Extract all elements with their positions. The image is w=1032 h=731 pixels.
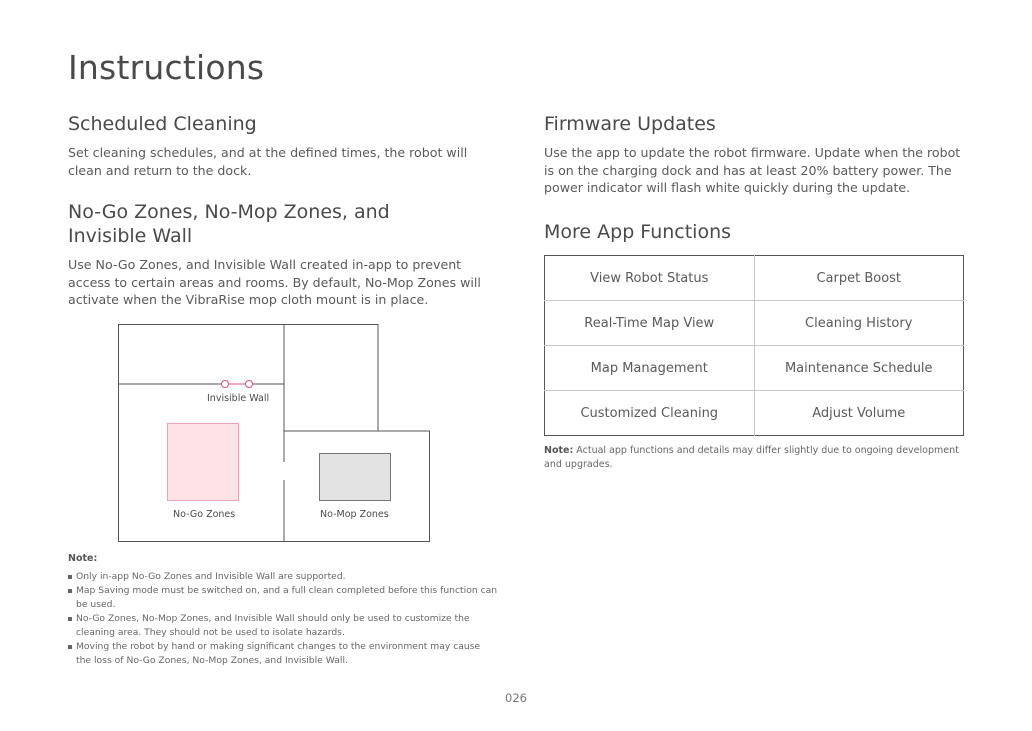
room-wall-top-left <box>119 325 285 385</box>
page-title: Instructions <box>68 48 265 87</box>
zones-notes <box>68 553 498 668</box>
note-item: Only in-app No-Go Zones and Invisible Wall are supported. <box>68 570 498 584</box>
app-functions-note <box>544 444 966 472</box>
table-row <box>545 301 964 346</box>
no-go-zones-label: No-Go Zones <box>173 509 236 520</box>
notes-list <box>68 570 498 668</box>
table-cell: Cleaning History <box>754 301 964 346</box>
table-cell: View Robot Status <box>545 256 755 301</box>
notes-title: Note: <box>68 553 98 564</box>
table-cell: Maintenance Schedule <box>754 346 964 391</box>
invisible-wall-label: Invisible Wall <box>207 393 270 404</box>
firmware-updates-heading: Firmware Updates <box>544 113 716 135</box>
no-mop-zone-box <box>320 454 391 501</box>
table-cell: Adjust Volume <box>754 391 964 436</box>
table-cell: Real-Time Map View <box>545 301 755 346</box>
right-column <box>544 112 966 244</box>
table-cell: Customized Cleaning <box>545 391 755 436</box>
invisible-wall-marker-left <box>222 381 229 388</box>
note-item: No-Go Zones, No-Mop Zones, and Invisible Wall should only be used to customize the cleaning area. They should not be used to isolate hazards. <box>68 612 498 640</box>
note-item: Map Saving mode must be switched on, and a full clean completed before this function can be used. <box>68 584 498 612</box>
more-app-functions-heading: More App Functions <box>544 220 732 243</box>
no-go-zone-box <box>168 424 239 501</box>
invisible-wall-marker-right <box>246 381 253 388</box>
zones-text: Use No-Go Zones, and Invisible Wall created in-app to prevent access to certain areas and rooms. By default, No-Mop Zones will activate when the VibraRise mop cloth mount is in place. <box>68 257 481 307</box>
zones-heading-line2: Invisible Wall <box>68 225 193 247</box>
app-functions-note-text: Actual app functions and details may differ slightly due to ongoing development and upgrades. <box>544 445 959 470</box>
app-functions-note-label: Note: <box>544 445 574 456</box>
app-functions-table <box>544 255 964 436</box>
table-row <box>545 391 964 436</box>
firmware-updates-text: Use the app to update the robot firmware. Update when the robot is on the charging dock and has at least 20% battery power. The power indicator will flash white quickly during the update. <box>544 145 961 195</box>
scheduled-cleaning-text: Set cleaning schedules, and at the defined times, the robot will clean and return to the dock. <box>68 145 468 178</box>
scheduled-cleaning-heading: Scheduled Cleaning <box>68 113 257 135</box>
note-item: Moving the robot by hand or making significant changes to the environment may cause the loss of No-Go Zones, No-Mop Zones, and Invisible Wall. <box>68 640 498 668</box>
zones-heading-line1: No-Go Zones, No-Mop Zones, and <box>68 201 390 223</box>
page-number: 026 <box>505 691 527 705</box>
zones-diagram <box>118 324 430 542</box>
room-wall-top-right <box>284 325 378 432</box>
table-row <box>545 256 964 301</box>
table-cell: Map Management <box>545 346 755 391</box>
zones-heading <box>68 200 498 248</box>
left-column <box>68 112 498 309</box>
no-mop-zones-label: No-Mop Zones <box>320 509 389 520</box>
table-row <box>545 346 964 391</box>
table-cell: Carpet Boost <box>754 256 964 301</box>
